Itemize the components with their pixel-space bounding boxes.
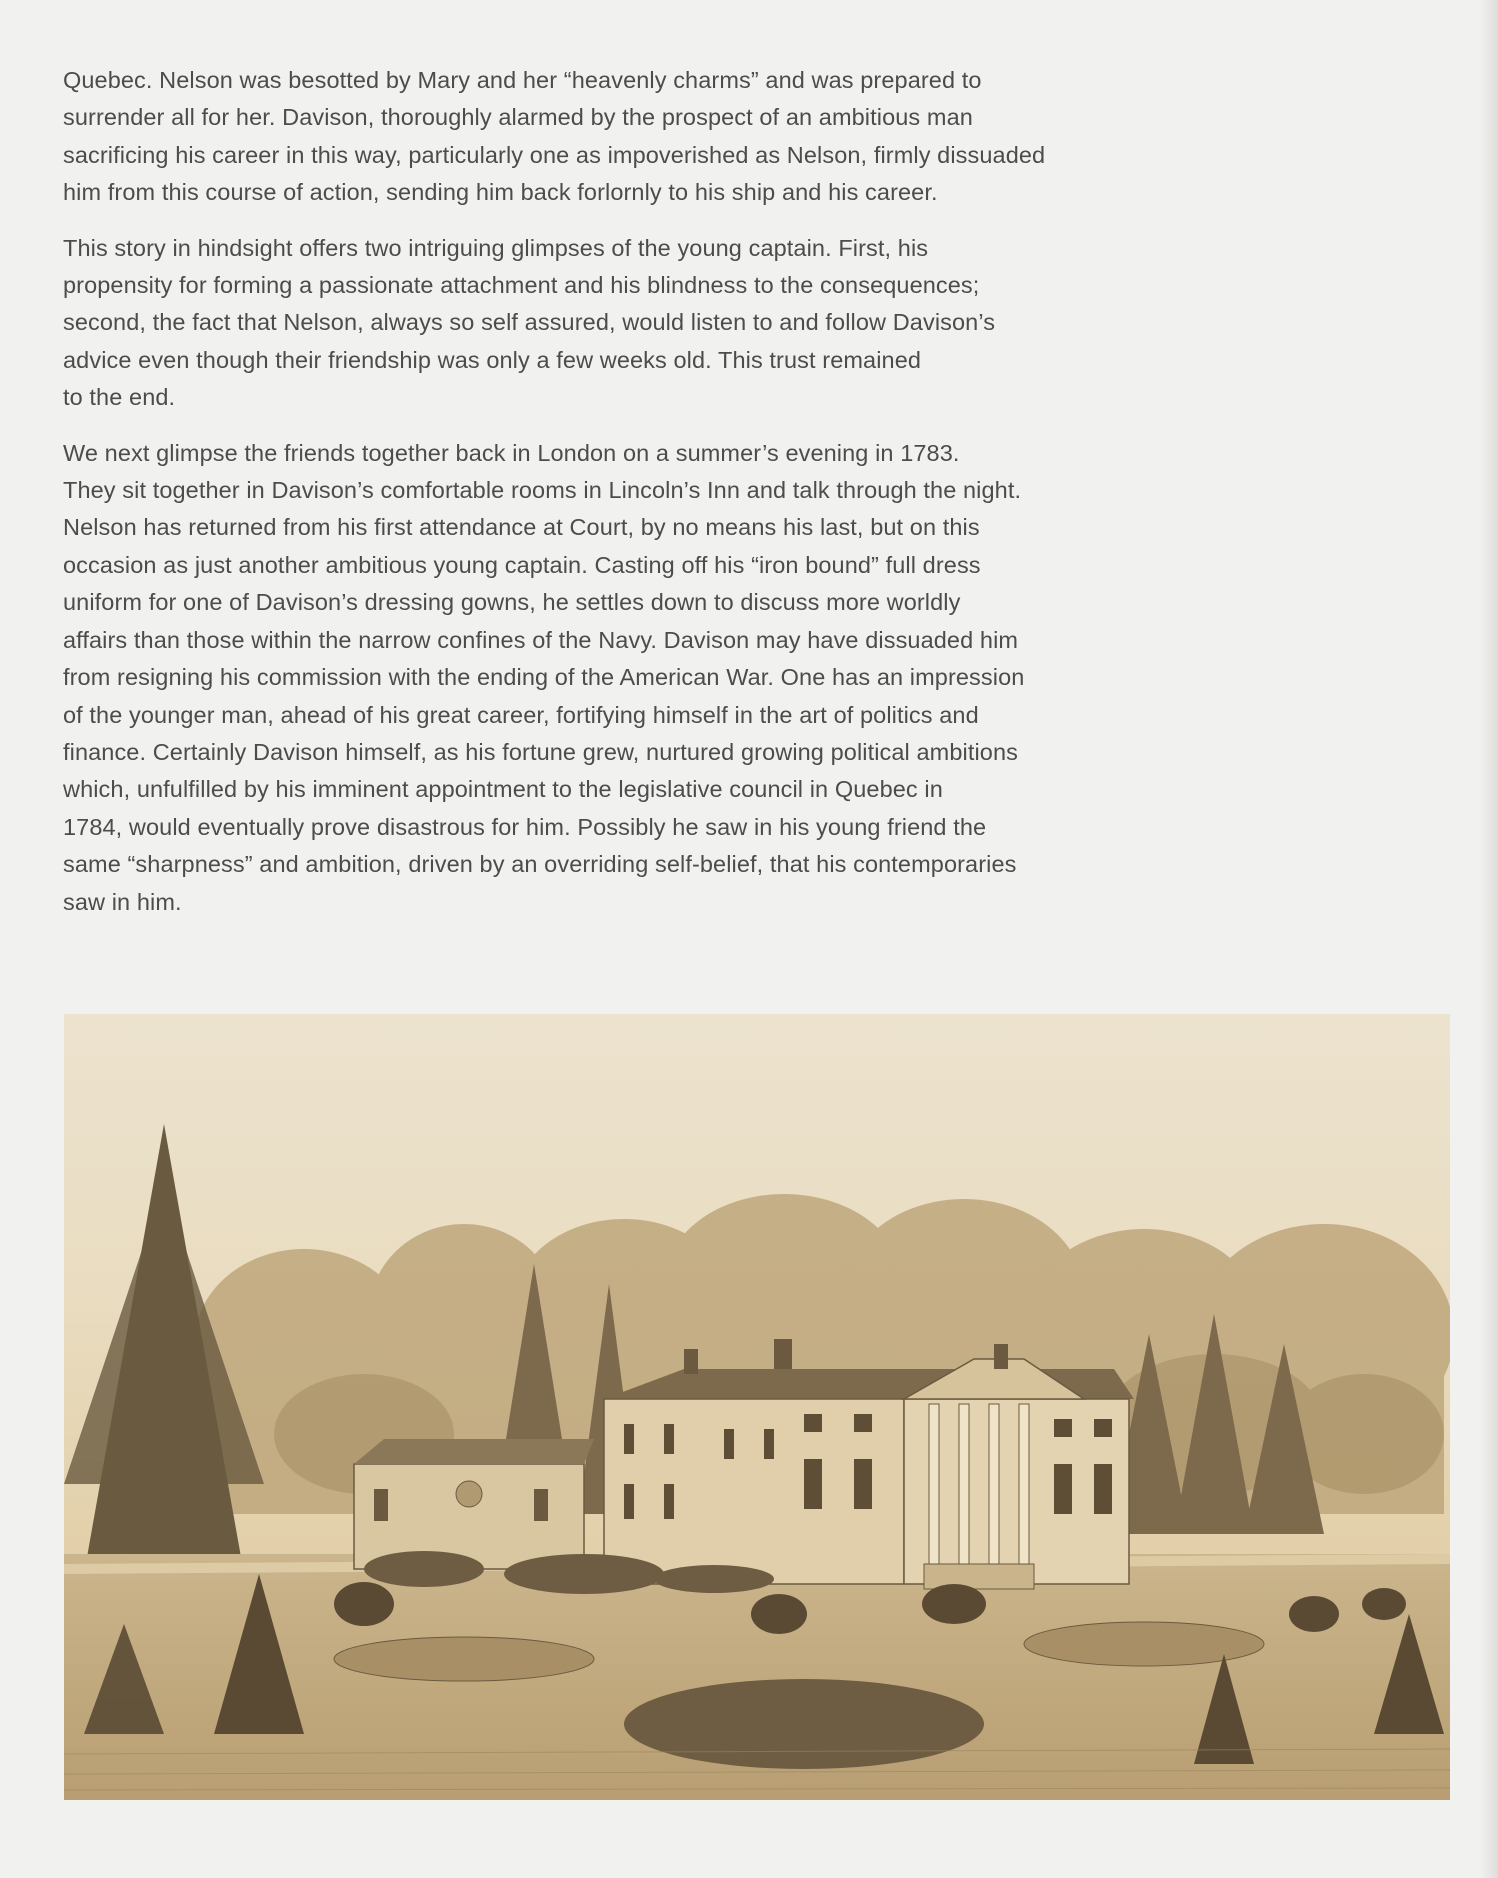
engraving-svg [64, 1014, 1450, 1800]
text-line: This story in hindsight offers two intriguing glimpses of the young captain. First, his [63, 234, 929, 261]
text-line: advice even though their friendship was only a few weeks old. This trust remained [63, 346, 922, 373]
text-line: which, unfulfilled by his imminent appointment to the legislative council in Quebec in [63, 776, 943, 803]
house-left-wing [354, 1439, 594, 1569]
text-line: Quebec. Nelson was besotted by Mary and her “heavenly charms” and was prepared to [63, 67, 982, 93]
text-line: occasion as just another ambitious young captain. Casting off his “iron bound” full dress [63, 551, 981, 578]
page-edge-shadow [1480, 0, 1498, 1878]
text-line: to the end. [63, 384, 176, 411]
text-line: They sit together in Davison’s comfortable rooms in Lincoln’s Inn and talk through the night. [63, 477, 1022, 504]
text-line: We next glimpse the friends together back in London on a summer’s evening in 1783. [63, 439, 960, 466]
text-line: finance. Certainly Davison himself, as his fortune grew, nurtured growing political ambitions [63, 738, 1018, 765]
text-line: from resigning his commission with the ending of the American War. One has an impression [63, 664, 1025, 691]
text-line: uniform for one of Davison’s dressing gowns, he settles down to discuss more worldly [63, 589, 961, 616]
article-text [63, 62, 1163, 939]
paragraph-quebec [63, 62, 1163, 212]
text-line: of the younger man, ahead of his great career, fortifying himself in the art of politics and [63, 701, 979, 728]
house-main-block [604, 1339, 1134, 1589]
text-line: surrender all for her. Davison, thoroughly alarmed by the prospect of an ambitious man [63, 104, 973, 131]
paragraph-london [63, 435, 1163, 921]
text-line: him from this course of action, sending him back forlornly to his ship and his career. [63, 179, 938, 206]
text-line: Nelson has returned from his first attendance at Court, by no means his last, but on this [63, 514, 980, 541]
text-line: second, the fact that Nelson, always so self assured, would listen to and follow Davison’s [63, 309, 996, 336]
text-line: same “sharpness” and ambition, driven by an overriding self-belief, that his contemporaries [63, 851, 1017, 878]
text-line: sacrificing his career in this way, particularly one as impoverished as Nelson, firmly dissuaded [63, 141, 1046, 168]
text-line: affairs than those within the narrow confines of the Navy. Davison may have dissuaded him [63, 626, 1019, 653]
country-house-engraving [64, 1014, 1450, 1800]
text-line: 1784, would eventually prove disastrous for him. Possibly he saw in his young friend the [63, 813, 987, 840]
text-line: saw in him. [63, 888, 182, 915]
text-line: propensity for forming a passionate attachment and his blindness to the consequences; [63, 272, 980, 299]
paragraph-hindsight [63, 230, 1163, 417]
